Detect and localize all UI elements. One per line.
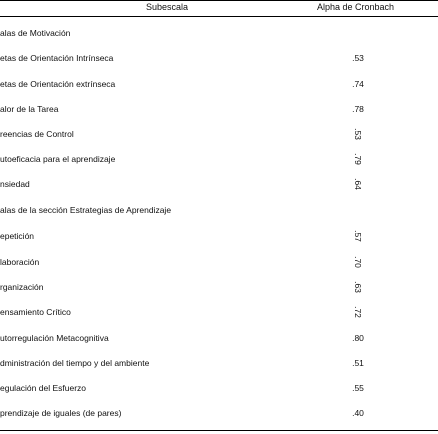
row-value: .63 <box>353 281 363 293</box>
table-row <box>0 79 438 93</box>
table-row <box>0 231 438 245</box>
table-row <box>0 333 438 347</box>
row-value: .72 <box>353 306 363 318</box>
table-row <box>0 129 438 143</box>
table-row <box>0 383 438 397</box>
row-value: .55 <box>352 383 364 393</box>
table-bottom-rule <box>0 430 438 431</box>
row-label: nsiedad <box>0 179 30 189</box>
row-label: egulación del Esfuerzo <box>0 383 87 393</box>
row-label: laboración <box>0 257 40 267</box>
row-label: etas de Orientación Intrínseca <box>0 53 114 63</box>
row-value: .79 <box>353 153 363 165</box>
table-row <box>0 179 438 193</box>
table-row <box>0 205 438 219</box>
table-row <box>0 104 438 118</box>
row-value: .80 <box>352 333 364 343</box>
table-row <box>0 257 438 271</box>
column-header-subescala: Subescala <box>146 2 189 12</box>
row-value: .53 <box>353 128 363 140</box>
row-label: epetición <box>0 231 35 241</box>
row-label: alas de la sección Estrategias de Aprendizaje <box>0 205 172 215</box>
table-header-rule <box>0 16 438 17</box>
row-value: .64 <box>353 178 363 190</box>
row-label: alas de Motivación <box>0 28 71 38</box>
row-value: .57 <box>353 230 363 242</box>
row-label: alor de la Tarea <box>0 104 59 114</box>
row-label: prendizaje de iguales (de pares) <box>0 408 122 418</box>
row-value: .74 <box>352 79 364 89</box>
row-label: etas de Orientación extrínseca <box>0 79 116 89</box>
row-value: .78 <box>352 104 364 114</box>
row-value: .51 <box>352 358 364 368</box>
table-row <box>0 53 438 67</box>
row-label: utoeficacia para el aprendizaje <box>0 154 116 164</box>
table-row <box>0 282 438 296</box>
table-row <box>0 28 438 42</box>
row-label: reencias de Control <box>0 129 74 139</box>
row-label: utorregulación Metacognitiva <box>0 333 109 343</box>
table-top-rule <box>0 0 438 1</box>
table-row <box>0 154 438 168</box>
table-row <box>0 358 438 372</box>
table-row <box>0 408 438 422</box>
table-row <box>0 307 438 321</box>
row-value: .40 <box>352 408 364 418</box>
row-label: ensamiento Crítico <box>0 307 71 317</box>
row-value: .70 <box>353 256 363 268</box>
column-header-alpha: Alpha de Cronbach <box>317 2 395 12</box>
row-label: rganización <box>0 282 44 292</box>
row-value: .53 <box>352 53 364 63</box>
row-label: dministración del tiempo y del ambiente <box>0 358 150 368</box>
